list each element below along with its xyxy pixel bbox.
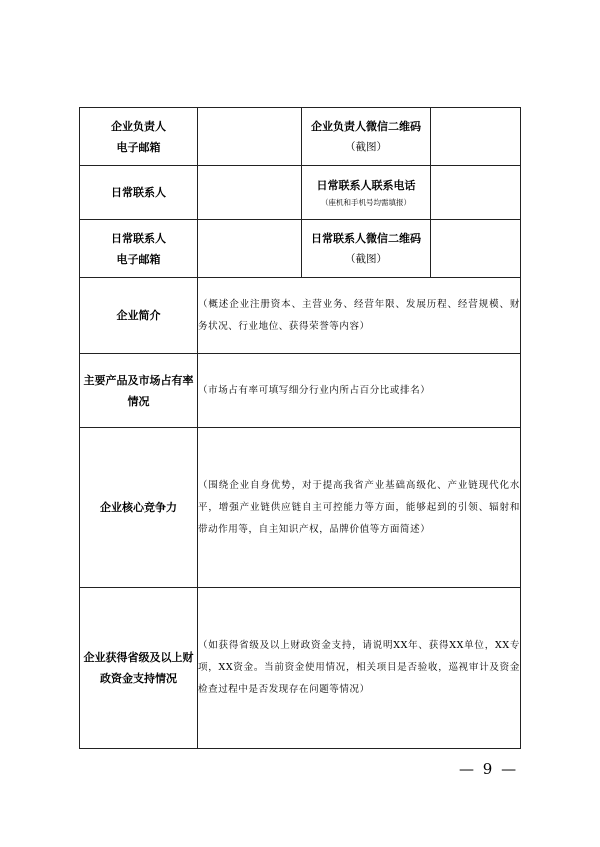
contact-phone-label bbox=[302, 166, 431, 220]
market-share-field[interactable] bbox=[198, 354, 521, 428]
row-legal-email bbox=[80, 108, 521, 166]
contact-phone-label-line1: 日常联系人联系电话 bbox=[316, 179, 416, 192]
profile-hint: （概述企业注册资本、主营业务、经营年限、发展历程、经营规模、财务状况、行业地位、获得荣誉等内容） bbox=[198, 298, 520, 332]
legal-wechat-qrcode-field[interactable] bbox=[431, 108, 521, 166]
profile-field[interactable] bbox=[198, 278, 521, 354]
contact-wechat-label bbox=[302, 220, 431, 278]
row-funding bbox=[80, 588, 521, 749]
contact-email-label-line1: 日常联系人 bbox=[111, 231, 166, 245]
competitiveness-field[interactable] bbox=[198, 428, 521, 588]
legal-wechat-label-line2: （截图） bbox=[345, 140, 387, 153]
legal-wechat-label bbox=[302, 108, 431, 166]
funding-hint: （如获得省级及以上财政资金支持，请说明XX年、获得XX单位，XX专项，XX资金。当前资金使用情况，相关项目是否验收，巡视审计及资金检查过程中是否发现存在问题等情况） bbox=[198, 640, 520, 695]
legal-email-label-line2: 电子邮箱 bbox=[116, 140, 161, 154]
market-share-label: 主要产品及市场占有率情况 bbox=[80, 354, 198, 428]
row-competitiveness bbox=[80, 428, 521, 588]
contact-email-label-line2: 电子邮箱 bbox=[116, 252, 161, 266]
contact-wechat-qrcode-field[interactable] bbox=[431, 220, 521, 278]
contact-phone-note: （座机和手机号均需填报） bbox=[321, 198, 411, 207]
competitiveness-label: 企业核心竞争力 bbox=[80, 428, 198, 588]
contact-phone-field[interactable] bbox=[431, 166, 521, 220]
legal-email-label-line1: 企业负责人 bbox=[111, 119, 166, 133]
row-contact-email bbox=[80, 220, 521, 278]
funding-field[interactable] bbox=[198, 588, 521, 749]
row-contact bbox=[80, 166, 521, 220]
market-share-hint: （市场占有率可填写细分行业内所占百分比或排名） bbox=[198, 384, 431, 396]
row-profile bbox=[80, 278, 521, 354]
funding-label: 企业获得省级及以上财政资金支持情况 bbox=[80, 588, 198, 749]
legal-email-field[interactable] bbox=[198, 108, 302, 166]
row-market-share bbox=[80, 354, 521, 428]
legal-wechat-label-line1: 企业负责人微信二维码 bbox=[311, 119, 421, 133]
competitiveness-hint: （围绕企业自身优势，对于提高我省产业基础高级化、产业链现代化水平，增强产业链供应链自主可控能力等方面，能够起到的引领、辐射和带动作用等，自主知识产权，品牌价值等方面简述） bbox=[198, 479, 520, 535]
contact-wechat-label-line2: （截图） bbox=[345, 252, 387, 265]
contact-email-field[interactable] bbox=[198, 220, 302, 278]
contact-label: 日常联系人 bbox=[80, 166, 198, 220]
contact-email-label bbox=[80, 220, 198, 278]
profile-label: 企业简介 bbox=[80, 278, 198, 354]
legal-email-label bbox=[80, 108, 198, 166]
page-number: — 9 — bbox=[459, 760, 519, 778]
contact-wechat-label-line1: 日常联系人微信二维码 bbox=[311, 231, 421, 245]
contact-field[interactable] bbox=[198, 166, 302, 220]
info-form-table bbox=[79, 107, 521, 749]
